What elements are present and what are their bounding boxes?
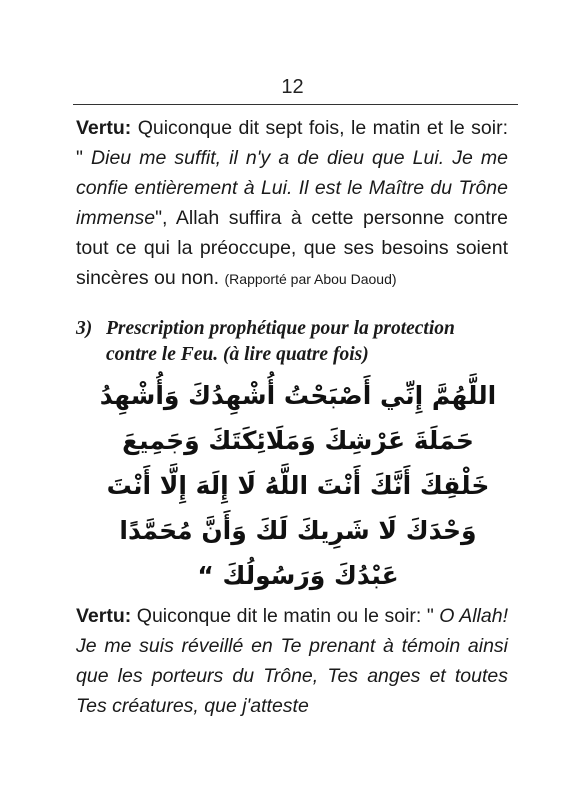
virtue-label: Vertu: <box>76 605 132 627</box>
arabic-line: حَمَلَةَ عَرْشِكَ وَمَلَائِكَتَكَ وَجَمِيعَ <box>122 426 474 455</box>
quoted-invocation: Dieu me suffit, il n'y a de dieu que Lui. Je me confie entièrement à Lui. Il est le Maître du Trône immense <box>76 147 508 229</box>
section-heading <box>76 316 516 368</box>
header-rule <box>73 104 518 105</box>
virtue-text-intro: Quiconque dit sept fois, le matin et le soir: " <box>76 117 508 169</box>
section-title-line-1: Prescription prophétique pour la protection <box>106 318 455 339</box>
virtue-text-outcome: ", Allah suffira à cette personne contre tout ce qui la préoccupe, que ses besoins soient sincères ou non. <box>76 207 508 289</box>
quoted-invocation: O Allah! Je me suis réveillé en Te prenant à témoin ainsi que les porteurs du Trône, Tes anges et toutes Tes créatures, que j'atteste <box>76 605 508 717</box>
section-title-line-2: contre le Feu. (à lire quatre fois) <box>106 344 369 365</box>
virtue-paragraph-1 <box>76 113 508 293</box>
virtue-label: Vertu: <box>76 117 132 139</box>
virtue-text-intro: Quiconque dit le matin ou le soir: " <box>131 605 440 627</box>
virtue-paragraph-2 <box>76 601 508 721</box>
arabic-line: اللَّهُمَّ إِنِّي أَصْبَحْتُ أُشْهِدُكَ وَأُشْهِدُ <box>99 381 497 410</box>
hadith-source: (Rapporté par Abou Daoud) <box>224 271 397 287</box>
arabic-line: عَبْدُكَ وَرَسُولُكَ “ <box>197 561 399 590</box>
arabic-invocation <box>88 373 508 598</box>
page-number: 12 <box>281 76 304 98</box>
arabic-line: خَلْقِكَ أَنَّكَ أَنْتَ اللَّهُ لَا إِلَهَ إِلَّا أَنْتَ <box>106 471 490 500</box>
arabic-line: وَحْدَكَ لَا شَرِيكَ لَكَ وَأَنَّ مُحَمَّدًا <box>119 516 477 545</box>
section-number: 3) <box>76 318 93 339</box>
